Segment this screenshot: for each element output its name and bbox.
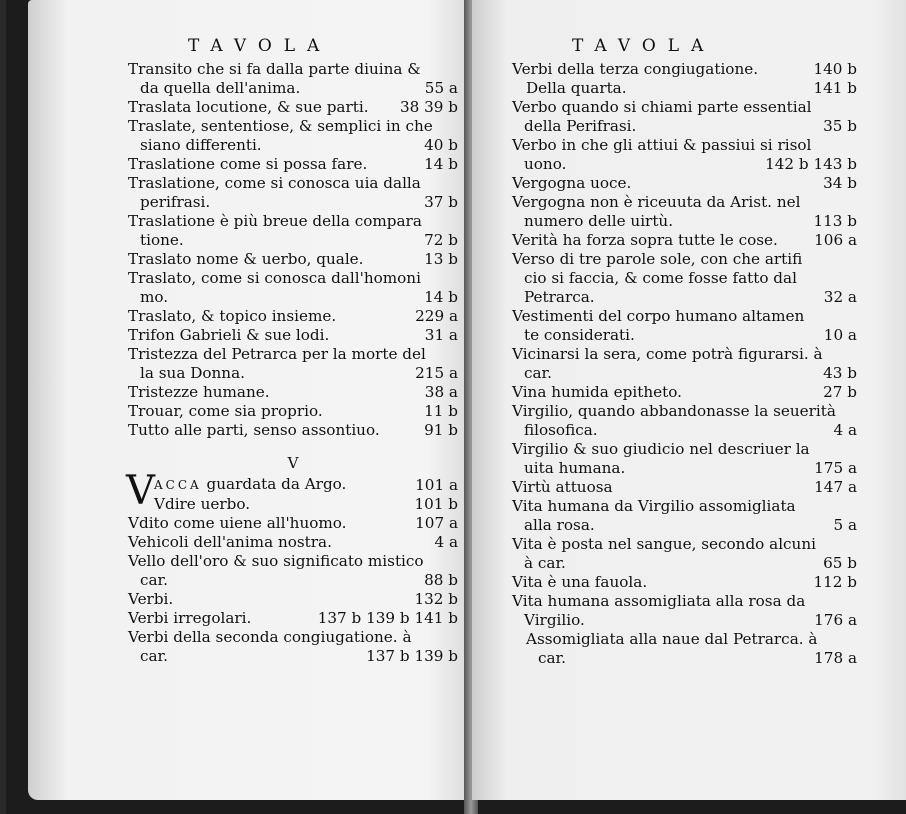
- page-reference: 107 a: [415, 514, 458, 532]
- page-reference: 113 b: [813, 212, 857, 230]
- right-page: [472, 0, 906, 800]
- entry-text: Vestimenti del corpo humano altamen: [512, 307, 805, 325]
- entry-text: Verbi della seconda congiugatione. à: [128, 628, 412, 646]
- entry-text: Traslatione, come si conosca uia dalla: [128, 174, 421, 192]
- page-reference: 14 b: [424, 155, 458, 173]
- page-reference: 4 a: [833, 421, 857, 439]
- index-entry: [128, 307, 458, 326]
- index-entry: [512, 136, 857, 174]
- entry-text: te considerati.: [524, 326, 635, 344]
- index-entry: [128, 514, 458, 533]
- page-reference: 43 b: [823, 364, 857, 382]
- page-reference: 101 b: [414, 495, 458, 513]
- page-reference: 132 b: [414, 590, 458, 608]
- page-reference: 14 b: [424, 288, 458, 306]
- page-reference: 72 b: [424, 231, 458, 249]
- entry-text: Virgilio & suo giudicio nel descriuer la: [512, 440, 810, 458]
- index-entry: [512, 402, 857, 440]
- entry-text: da quella dell'anima.: [140, 79, 301, 97]
- index-entry: [128, 609, 458, 628]
- index-entry: [128, 402, 458, 421]
- index-entry: [128, 533, 458, 552]
- page-reference: 10 a: [823, 326, 857, 344]
- entry-text: Traslato, come si conosca dall'homoni: [128, 269, 421, 287]
- page-reference: 38 39 b: [399, 98, 458, 116]
- entry-text: Vita humana da Virgilio assomigliata: [512, 497, 796, 515]
- index-entry: [128, 98, 458, 117]
- entry-text: Traslatione è più breue della compara: [128, 212, 422, 230]
- index-entry: [128, 421, 458, 440]
- page-reference: 34 b: [823, 174, 857, 192]
- page-reference: 91 b: [424, 421, 458, 439]
- entry-text: Verbi.: [128, 590, 174, 608]
- entry-text: Vita humana assomigliata alla rosa da: [512, 592, 806, 610]
- entry-text: Virtù attuosa: [512, 478, 613, 496]
- entry-text: car.: [524, 364, 552, 382]
- page-reference: 38 a: [424, 383, 458, 401]
- page-reference: 106 a: [814, 231, 857, 249]
- entry-text: à car.: [524, 554, 566, 572]
- entry-text: Verso di tre parole sole, con che artifi: [512, 250, 803, 268]
- index-entry: [512, 535, 857, 573]
- page-reference: 11 b: [424, 402, 458, 420]
- entry-text: Traslato nome & uerbo, quale.: [128, 250, 364, 268]
- entry-text: Vicinarsi la sera, come potrà figurarsi. à: [512, 345, 823, 363]
- index-entry: [128, 345, 458, 383]
- page-reference: 137 b 139 b 141 b: [317, 609, 458, 627]
- entry-text: Verbo quando si chiami parte essential: [512, 98, 812, 116]
- page-reference: 147 a: [814, 478, 857, 496]
- index-entry: [512, 60, 857, 79]
- right-index-list: [512, 60, 857, 668]
- drop-cap: V: [126, 468, 155, 514]
- index-entry: [128, 212, 458, 250]
- entry-text: car.: [140, 647, 168, 665]
- entry-text: siano differenti.: [140, 136, 262, 154]
- page-reference: 37 b: [424, 193, 458, 211]
- entry-text: Transito che si fa dalla parte diuina &: [128, 60, 421, 78]
- entry-text: [154, 475, 458, 495]
- entry-text: Virgilio, quando abbandonasse la seuerità: [512, 402, 836, 420]
- index-entry: [512, 497, 857, 535]
- index-entry: [128, 552, 458, 590]
- index-entry: [128, 326, 458, 345]
- page-reference: 65 b: [823, 554, 857, 572]
- index-entry: [512, 592, 857, 630]
- page-reference: 35 b: [823, 117, 857, 135]
- index-entry: [128, 495, 458, 514]
- page-reference: 101 a: [415, 476, 458, 494]
- entry-text: Assomigliata alla naue dal Petrarca. à: [526, 630, 818, 648]
- page-reference: 40 b: [424, 136, 458, 154]
- entry-text: car.: [538, 649, 566, 667]
- entry-text: Vehicoli dell'anima nostra.: [128, 533, 332, 551]
- entry-text: della Perifrasi.: [524, 117, 637, 135]
- page-reference: 178 a: [814, 649, 857, 667]
- page-reference: 88 b: [424, 571, 458, 589]
- index-entry: [512, 174, 857, 193]
- page-reference: 112 b: [813, 573, 857, 591]
- entry-text: Traslate, sententiose, & semplici in che: [128, 117, 433, 135]
- entry-text: Vergogna non è riceuuta da Arist. nel: [512, 193, 801, 211]
- index-entry: [512, 345, 857, 383]
- entry-text: Trouar, come sia proprio.: [128, 402, 323, 420]
- index-entry: [512, 250, 857, 307]
- entry-text: uita humana.: [524, 459, 626, 477]
- page-reference: 215 a: [415, 364, 458, 382]
- entry-text-rest: guardata da Argo.: [201, 475, 347, 493]
- entry-text: Vita è posta nel sangue, secondo alcuni: [512, 535, 816, 553]
- index-entry: [512, 440, 857, 478]
- page-reference: 32 a: [823, 288, 857, 306]
- entry-text: mo.: [140, 288, 169, 306]
- index-entry: [512, 573, 857, 592]
- entry-text: Verità ha forza sopra tutte le cose.: [512, 231, 778, 249]
- entry-text: Traslatione come si possa fare.: [128, 155, 368, 173]
- index-entry: [512, 383, 857, 402]
- page-reference: 176 a: [814, 611, 857, 629]
- page-reference: 31 a: [424, 326, 458, 344]
- index-entry: [128, 269, 458, 307]
- entry-text: Traslata locutione, & sue parti.: [128, 98, 369, 116]
- section-letter: V: [287, 454, 299, 472]
- entry-text: Virgilio.: [524, 611, 585, 629]
- index-entry: [128, 174, 458, 212]
- entry-text: Tristezze humane.: [128, 383, 270, 401]
- entry-text: Verbo in che gli attiui & passiui si risol: [512, 136, 812, 154]
- entry-text: la sua Donna.: [140, 364, 245, 382]
- entry-text: filosofica.: [524, 421, 598, 439]
- page-reference: 5 a: [833, 516, 857, 534]
- left-page: [28, 0, 468, 800]
- index-entry: [128, 117, 458, 155]
- page-reference: 229 a: [415, 307, 458, 325]
- entry-text: cio si faccia, & come fosse fatto dal: [524, 269, 797, 287]
- book-spread: [6, 0, 906, 814]
- index-entry: [128, 250, 458, 269]
- entry-text: Verbi della terza congiugatione.: [512, 60, 759, 78]
- index-entry: [512, 630, 857, 668]
- entry-text: Vina humida epitheto.: [512, 383, 682, 401]
- entry-text: perifrasi.: [140, 193, 211, 211]
- entry-text: tione.: [140, 231, 184, 249]
- page-reference: 175 a: [814, 459, 857, 477]
- small-caps-text: ACCA: [154, 478, 202, 492]
- index-entry: [512, 193, 857, 231]
- entry-text: numero delle uirtù.: [524, 212, 674, 230]
- index-entry: [512, 79, 857, 98]
- page-reference: 55 a: [424, 79, 458, 97]
- page-reference: 4 a: [434, 533, 458, 551]
- page-reference: 142 b 143 b: [765, 155, 857, 173]
- entry-text: alla rosa.: [524, 516, 595, 534]
- entry-text: car.: [140, 571, 168, 589]
- index-entry: [128, 155, 458, 174]
- page-reference: 13 b: [424, 250, 458, 268]
- index-entry: [128, 60, 458, 98]
- index-entry: [128, 383, 458, 402]
- page-reference: 140 b: [813, 60, 857, 78]
- entry-text: Vello dell'oro & suo significato mistico: [128, 552, 424, 570]
- entry-text: Vergogna uoce.: [512, 174, 632, 192]
- entry-text: Petrarca.: [524, 288, 595, 306]
- entry-text: Tutto alle parti, senso assontiuo.: [128, 421, 380, 439]
- entry-text: Verbi irregolari.: [128, 609, 252, 627]
- entry-text: Vdito come uiene all'huomo.: [128, 514, 347, 532]
- index-entry: [512, 307, 857, 345]
- index-entry: [128, 590, 458, 609]
- index-entry: [512, 98, 857, 136]
- page-reference: 27 b: [823, 383, 857, 401]
- entry-text: Trifon Gabrieli & sue lodi.: [128, 326, 330, 344]
- entry-text: Traslato, & topico insieme.: [128, 307, 337, 325]
- entry-text: Tristezza del Petrarca per la morte del: [128, 345, 426, 363]
- index-entry: [512, 231, 857, 250]
- entry-text: Vdire uerbo.: [154, 495, 251, 513]
- left-index-list: [128, 60, 458, 666]
- index-entry: [512, 478, 857, 497]
- left-page-header: TAVOLA: [188, 36, 332, 56]
- page-reference: 141 b: [813, 79, 857, 97]
- index-entry: [128, 628, 458, 666]
- entry-text: Della quarta.: [526, 79, 627, 97]
- entry-text: Vita è una fauola.: [512, 573, 648, 591]
- entry-text: uono.: [524, 155, 567, 173]
- page-reference: 137 b 139 b: [366, 647, 458, 665]
- right-page-header: TAVOLA: [572, 36, 716, 56]
